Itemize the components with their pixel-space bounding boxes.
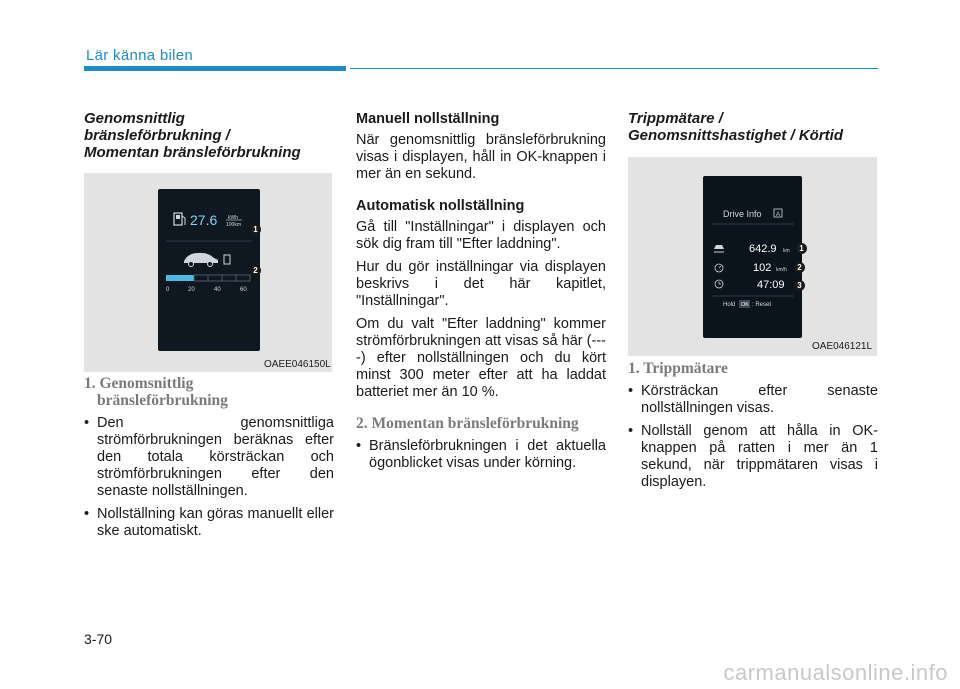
subheading-line: bränsleförbrukning xyxy=(97,392,228,409)
heading-average-consumption xyxy=(84,110,334,161)
fuel-pump-icon-window xyxy=(176,215,180,219)
scale-label: 0 xyxy=(166,287,170,293)
list-item: • Nollställ genom att hålla in OK-knappen på ratten i mer än 1 sekund, när trippmätaren visas i displayen. xyxy=(628,423,878,491)
heading-auto-reset: Automatisk nollställning xyxy=(356,198,525,214)
paragraph-auto-reset: Gå till "Inställningar" i displayen och sök dig fram till "Efter laddning". xyxy=(356,219,606,252)
fuel-pump-small-icon xyxy=(224,255,230,264)
hold-label: Hold xyxy=(723,302,736,308)
drive-info-graphic xyxy=(703,176,802,338)
scale-label: 60 xyxy=(240,287,247,293)
callout-2: 2 xyxy=(794,262,805,273)
header-rule xyxy=(84,66,346,71)
column-2 xyxy=(356,110,606,478)
screen-title: Drive Info xyxy=(723,209,762,219)
figure-code: OAE046121L xyxy=(812,341,873,352)
list-item: • Körsträckan efter senaste nollställningen visas. xyxy=(628,383,878,417)
unit-top: kWh xyxy=(228,215,238,221)
bullet-list xyxy=(356,438,606,472)
subheading-average-consumption xyxy=(84,375,334,409)
figure-consumption-display xyxy=(84,173,332,372)
speed-gauge-needle xyxy=(719,266,721,268)
consumption-display-graphic xyxy=(158,189,260,351)
heading-manual-reset: Manuell nollställning xyxy=(356,111,500,127)
heading-line: Genomsnittlig xyxy=(84,110,185,127)
figure-code: OAEE046150L xyxy=(264,359,331,370)
callout-1: 1 xyxy=(250,224,261,235)
car-icon xyxy=(184,253,218,263)
header-rule-thin xyxy=(350,68,878,69)
page-number: 3-70 xyxy=(84,631,113,647)
subheading-line: 1. Genomsnittlig xyxy=(84,375,194,392)
subheading-instant-consumption: 2. Momentan bränsleförbrukning xyxy=(356,415,579,432)
subheading-trip-meter: 1. Trippmätare xyxy=(628,360,728,377)
cluster-screen xyxy=(158,189,260,351)
heading-line: bränsleförbrukning / xyxy=(84,127,230,144)
callout-1: 1 xyxy=(796,243,807,254)
list-item: • Den genomsnittliga strömförbrukningen beräknas efter den totala körsträckan och strömförbrukningen efter den senaste nollställningen. xyxy=(84,415,334,500)
avg-speed-unit: km/h xyxy=(776,267,787,273)
drive-time-value: 47:09 xyxy=(757,279,785,291)
paragraph-manual-reset: När genomsnittlig bränsleförbrukning visas i displayen, håll in OK-knappen i mer än en sekund. xyxy=(356,132,606,182)
ok-label: OK xyxy=(741,302,749,308)
bullet-list xyxy=(628,383,878,491)
instant-consumption-bar xyxy=(166,275,194,281)
callout-3: 3 xyxy=(794,280,805,291)
paragraph-auto-reset: Om du valt "Efter laddning" kommer strömförbrukningen att visas så här (----) efter nollställningen och du kört minst 300 meter efter att ha laddat batteriet mer än 10 %. xyxy=(356,316,606,400)
drive-info-screen xyxy=(703,176,802,338)
trip-distance-value: 642.9 xyxy=(749,243,777,255)
heading-line: Trippmätare / xyxy=(628,110,723,127)
unit-bottom: 100km xyxy=(226,222,242,228)
list-item: • Nollställning kan göras manuellt eller ske automatiskt. xyxy=(84,506,334,540)
column-3-lower xyxy=(628,360,878,497)
section-title: Lär känna bilen xyxy=(86,47,194,64)
watermark: carmanualsonline.info xyxy=(723,660,948,685)
scale-label: 20 xyxy=(188,287,195,293)
scale-label: 40 xyxy=(214,287,221,293)
heading-line: Genomsnittshastighet / Körtid xyxy=(628,127,844,144)
column-3 xyxy=(628,110,878,144)
bullet-list xyxy=(84,415,334,540)
consumption-value: 27.6 xyxy=(190,212,218,228)
car-wheel-icon xyxy=(189,262,194,267)
column-1 xyxy=(84,110,334,161)
list-item: • Bränsleförbrukningen i det aktuella ögonblicket visas under körning. xyxy=(356,438,606,472)
car-wheel-icon xyxy=(208,262,213,267)
reset-label: : Reset xyxy=(752,302,772,308)
trip-car-icon xyxy=(714,245,724,249)
paragraph-auto-reset: Hur du gör inställningar via displayen beskrivs i det här kapitlet, "Inställningar". xyxy=(356,259,606,309)
figure-drive-info xyxy=(628,157,877,356)
avg-speed-value: 102 xyxy=(753,262,772,274)
trip-distance-unit: km xyxy=(783,248,790,254)
badge-letter: A xyxy=(776,212,781,218)
heading-trip-meter xyxy=(628,110,878,144)
callout-2: 2 xyxy=(250,265,261,276)
heading-line: Momentan bränsleförbrukning xyxy=(84,144,301,161)
column-1-lower xyxy=(84,375,334,546)
